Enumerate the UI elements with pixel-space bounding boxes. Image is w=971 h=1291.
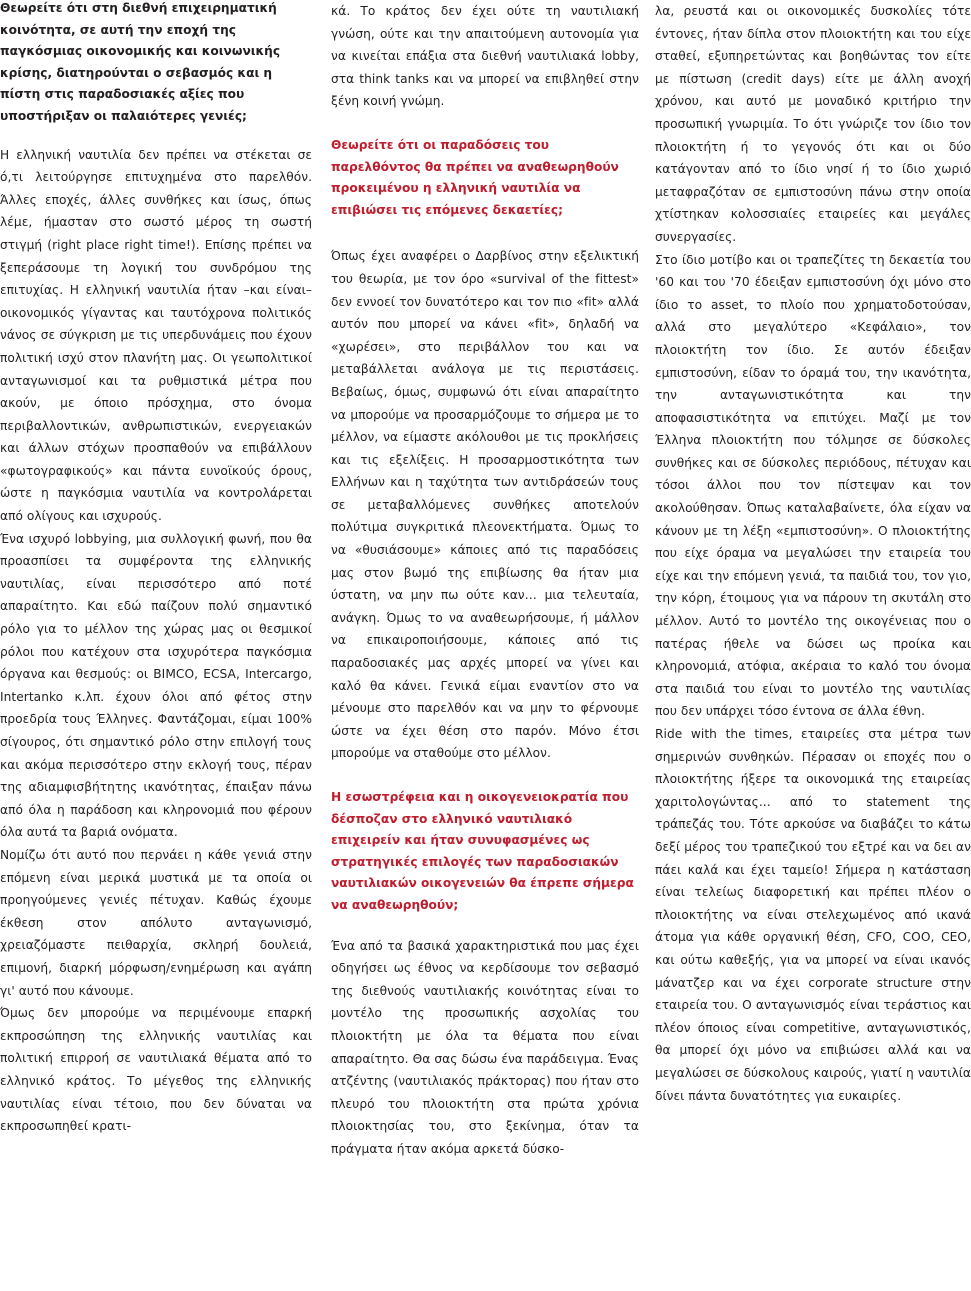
column-left: [0, 0, 312, 1138]
answer-paragraph: Ένα ισχυρό lobbying, μια συλλογική φωνή, που θα προασπίσει τα συμφέροντα της ελληνικής ναυτιλίας, είναι περισσότερο από ποτέ απαραίτητο. Και εδώ παίζουν πολύ σημαντικό ρόλο για το μέλλον της χώρας μας οι θεσμικοί ρόλοι που κατέχουν στα ισχυρότερα παγκόσμια όργανα και θεσμούς: οι BIMCO, ECSA, Intercargo, Intertanko κ.λπ. έχουν όλοι από φέτος στην προεδρία τους Έλληνες. Φαντάζομαι, είμαι 100% σίγουρος, ότι σημαντικό ρόλο στην επιλογή τους και ακόμα περισσότερο στην εκλογή τους, πέραν της αδιαμφισβήτητης ικανότητας, έπαιξαν πάνω από όλα η παράδοση και κληρονομιά που φέρουν όλα αυτά τα βαριά ονόματα.: [0, 531, 312, 840]
answer-paragraph: Στο ίδιο μοτίβο και οι τραπεζίτες τη δεκαετία του '60 και του '70 έδειξαν εμπιστοσύνη όχι μόνο στο ίδιο το asset, το πλοίο που χρηματοδοτούσαν, αλλά στο μεγαλύτερο «Κεφάλαιο», τον πλοιοκτήτη τον ίδιο. Σε αυτόν έδειξαν εμπιστοσύνη, είδαν το όραμά του, την ικανότητα, την ανταγωνιστικότητα και την αποφασιστικότητα να επιτύχει. Μαζί με τον Έλληνα πλοιοκτήτη που τόλμησε σε δύσκολες συνθήκες και σε δύσκολες περιόδους, πέτυχαν και τόσοι άλλοι που τον πίστεψαν και τον ακολούθησαν. Όπως καταλαβαίνετε, όλα είχαν να κάνουν με τη λέξη «εμπιστοσύνη». Ο πλοιοκτήτης που είχε όραμα να μεγαλώσει την εταιρεία του είχε και την επόμενη γενιά, τα παιδιά του, τον γιο, την κόρη, έτοιμους για να πάρουν τη σκυτάλη στο μέλλον. Αυτό το μοντέλο της οικογένειας που ο πατέρας ήθελε να δώσει ως προίκα και κληρονομιά, ατόφια, ακέραια το καλό του όνομα στα παιδιά του είναι το μοντέλο της ναυτιλίας που δεν υπάρχει τόσο έντονα σε άλλα έθνη.: [655, 252, 971, 719]
answer-paragraph: λα, ρευστά και οι οικονομικές δυσκολίες τότε έντονες, ήταν δίπλα στον πλοιοκτήτη και του είχε σταθεί, εξυπηρετώντας και βοηθώντας τον είτε με πίστωση (credit days) είτε με άλλη ανοχή χρόνου, και αυτό με μοναδικό κριτήριο την προσωπική γνωριμία. Το ότι γνώριζε τον ίδιο τον πλοιοκτήτη ή το γεγονός ότι και οι δύο κατάγονταν από το ίδιο νησί ή το ίδιο χωριό μεταφραζόταν σε εμπιστοσύνη πάνω στην οποία χτίστηκαν κολοσσιαίες εταιρείες και μεγάλες συνεργασίες.: [655, 4, 971, 244]
interview-question-1: Θεωρείτε ότι στη διεθνή επιχειρηματική κοινότητα, σε αυτή την εποχή της παγκόσμιας οικονομικής και κοινωνικής κρίσης, διατηρούνται ο σεβασμός και η πίστη στις παραδοσιακές αξίες που υποστήριξαν οι παλαιότερες γενιές;: [0, 1, 281, 123]
answer-paragraph: Όπως έχει αναφέρει ο Δαρβίνος στην εξελικτική του θεωρία, με τον όρο «survival of the fittest» δεν εννοεί τον δυνατότερο και τον πιο «fit» αλλά αυτόν που μπορεί να κάνει «fit», δηλαδή να «χωρέσει», στο περιβάλλον του και να μεταβάλλεται ανάλογα με τις περιστάσεις. Βεβαίως, όμως, συμφωνώ ότι είναι απαραίτητο να μπορούμε να προσαρμόζουμε το σήμερα με το μέλλον, να είμαστε ακόλουθοι με τις προκλήσεις και τις εξελίξεις. Η προσαρμοστικότητα των Ελλήνων και η ταχύτητα των αντιδράσεών τους σε μεταβαλλόμενες συνθήκες αποτελούν πολύτιμα συγκριτικά πλεονεκτήματα. Όμως το να «θυσιάσουμε» κάποιες από τις παραδόσεις μας στον βωμό της επιβίωσης θα ήταν μια ύστατη, να μην πω ούτε καν… μια τελευταία, ανάγκη. Όμως το να αναθεωρήσουμε, ή μάλλον να επικαιροποιήσουμε, κάποιες από τις παραδοσιακές μας αρχές μπορεί να γίνει και καλό θα κάνει. Γενικά είμαι εναντίον στο να μένουμε στο παρελθόν και να μην το φέρνουμε ώστε να έχει θέση στο παρόν. Μόνο έτσι μπορούμε να σταθούμε στο μέλλον.: [331, 249, 639, 761]
interview-question-3: Η εσωστρέφεια και η οικογενειοκρατία που δέσποζαν στο ελληνικό ναυτιλιακό επιχειρείν και ήταν συνυφασμένες ως στρατηγικές επιλογές των παραδοσιακών ναυτιλιακών οικογενειών θα έπρεπε σήμερα να αναθεωρηθούν;: [331, 790, 634, 912]
answer-paragraph: Ride with the times, εταιρείες στα μέτρα των σημερινών συνθηκών. Πέρασαν οι εποχές που ο πλοιοκτήτης ήξερε τα οικονομικά της εταιρείας χαριτολογώντας... από το statement της τράπεζάς του. Τότε αρκούσε να διαβάζει το κάτω δεξί μέρος του τραπεζικού του εξτρέ και να δει αν πάει καλά και έχει ταμείο! Σήμερα η κατάσταση είναι τελείως διαφορετική και πρέπει πλέον ο πλοιοκτήτης να είναι στελεχωμένος από ικανά άτομα για κάθε οργανική θέση, CFO, COO, CEO, και ούτω καθεξής, για να μπορεί να είναι ικανός μάνατζερ και να έχει corporate structure στην εταιρεία του. Ο ανταγωνισμός είναι τεράστιος και πλέον όποιος είναι competitive, ανταγωνιστικός, θα μπορεί όχι μόνο να επιβιώσει αλλά και να μεγαλώσει σε δύσκολους καιρούς, γιατί η ναυτιλία δίνει πάντα δυνατότητες για ευκαιρίες.: [655, 727, 971, 1103]
answer-paragraph: Η ελληνική ναυτιλία δεν πρέπει να στέκεται σε ό,τι λειτούργησε επιτυχημένα στο παρελθόν. Άλλες εποχές, άλλες συνθήκες και ίσως, όπως λέμε, ήμασταν στο σωστό μέρος τη σωστή στιγμή (right place right time!). Επίσης πρέπει να ξεπεράσουμε τη λογική του συνδρόμου της επιτυχίας. Η ελληνική ναυτιλία ήταν –και είναι– οικονομικός γίγαντας και ταυτόχρονα πολιτικός νάνος σε σύγκριση με τις υπερδυνάμεις που έχουν πολιτική ισχύ στον πλανήτη μας. Οι γεωπολιτικοί ανταγωνισμοί και τα ρυθμιστικά μέτρα που ακούν, με όποιο πρόσχημα, στο όνομα περιβαλλοντικών, ανθρωπιστικών, ενεργειακών και άλλων στόχων προσπαθούν να επιβάλλουν «φωτογραφικούς» και πάντα ευνοϊκούς όρους, ώστε η παγκόσμια ναυτιλία να κοντρολάρεται από ολίγους και ισχυρούς.: [0, 147, 312, 524]
interview-question-2: Θεωρείτε ότι οι παραδόσεις του παρελθόντος θα πρέπει να αναθεωρηθούν προκειμένου η ελληνική ναυτιλία να επιβιώσει τις επόμενες δεκαετίες;: [331, 137, 619, 217]
answer-paragraph: Νομίζω ότι αυτό που περνάει η κάθε γενιά στην επόμενη είναι μερικά μυστικά με τα οποία οι προηγούμενες γενιές πέτυχαν. Καθώς έχουμε έκθεση στον απόλυτο ανταγωνισμό, χρειαζόμαστε πειθαρχία, σκληρή δουλειά, επιμονή, διαρκή μόρφωση/ενημέρωση και αγάπη γι' αυτό που κάνουμε.: [0, 847, 312, 998]
column-right: [655, 0, 971, 1107]
column-middle: [331, 0, 639, 1161]
answer-paragraph: Ένα από τα βασικά χαρακτηριστικά που μας έχει οδηγήσει ως έθνος να κερδίσουμε τον σεβασμό της διεθνούς ναυτιλιακής κοινότητας είναι το μοντέλο της προσωπικής ασχολίας του πλοιοκτήτη με όλα τα θέματα που είναι απαραίτητο. Θα σας δώσω ένα παράδειγμα. Ένας ατζέντης (ναυτιλιακός πράκτορας) που ήταν στο πλευρό του πλοιοκτήτη στα πρώτα χρόνια πλοιοκτησίας του, στο ξεκίνημα, όταν τα πράγματα ήταν ακόμα αρκετά δύσκο-: [331, 938, 639, 1156]
answer-paragraph: Όμως δεν μπορούμε να περιμένουμε επαρκή εκπροσώπηση της ελληνικής ναυτιλίας και πολιτική επιρροή σε ναυτιλιακά θέματα από το ελληνικό κράτος. Το μέγεθος της ελληνικής ναυτιλίας είναι τέτοιο, που δεν δύναται να εκπροσωπηθεί κρατι-: [0, 1006, 312, 1134]
answer-continuation: κά. Το κράτος δεν έχει ούτε τη ναυτιλιακή γνώση, ούτε και την απαιτούμενη αυτονομία για να κινείται επάξια στα διεθνή ναυτιλιακά lobby, στα think tanks και να μπορεί να επιβληθεί στην ξένη κοινή γνώμη.: [331, 4, 639, 109]
